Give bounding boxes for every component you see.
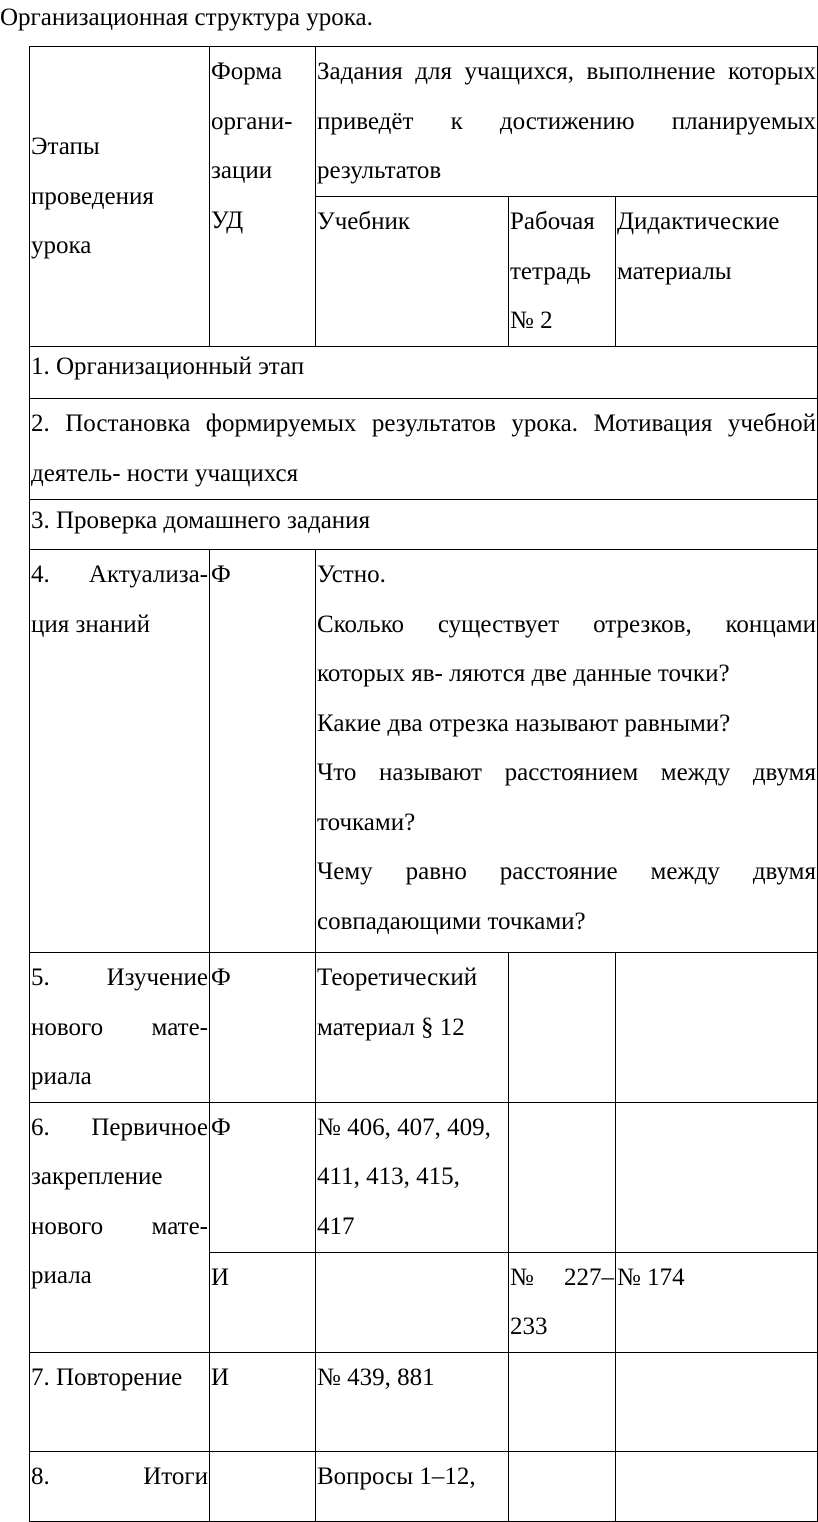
stage-6: 6. Первичное закрепление нового мате- риала [30,1102,210,1352]
header-tasks: Задания для учащихся, выполнение которых приведёт к достижению планируемых результатов [316,47,818,197]
table-row [30,1451,818,1521]
stage-6-didactic-b: № 174 [616,1252,818,1352]
stage-7-textbook: № 439, 881 [316,1352,509,1451]
stage-5-form: Ф [210,953,316,1103]
header-stages: Этапы проведения урока [30,47,210,347]
header-textbook: Учебник [316,197,509,347]
stage-5-workbook [509,953,616,1103]
stage-8-workbook [509,1451,616,1521]
stage-5-didactic [616,953,818,1103]
stage-7-workbook [509,1352,616,1451]
table-row [30,953,818,1103]
stage-1: 1. Организационный этап [30,347,818,399]
stage-8-form [210,1451,316,1521]
stage-4-form: Ф [210,550,316,953]
header-didactic: Дидактические материалы [616,197,818,347]
stage-6-workbook-b: № 227–233 [509,1252,616,1352]
stage-4-tasks: Устно. Сколько существует отрезков, концами которых яв- ляются две данные точки? Какие два отрезка называют равными? Что называют расстоянием между двумя точками? Чему равно расстояние между двумя совпадающими точками? [316,550,818,953]
stage-8: 8. Итоги [30,1451,210,1521]
table-row [30,500,818,550]
stage-2: 2. Постановка формируемых результатов урока. Мотивация учебной деятель- ности учащихся [30,399,818,500]
lesson-structure-table [29,46,818,1522]
table-row [30,347,818,399]
header-form: Форма органи- зации УД [210,47,316,347]
table-row [30,550,818,953]
stage-8-didactic [616,1451,818,1521]
stage-7-form: И [210,1352,316,1451]
stage-5-textbook: Теоретический материал § 12 [316,953,509,1103]
table-row [30,1102,818,1252]
table-row [30,1352,818,1451]
stage-8-textbook: Вопросы 1–12, [316,1451,509,1521]
stage-7: 7. Повторение [30,1352,210,1451]
table-header-row [30,47,818,197]
stage-5: 5. Изучение нового мате- риала [30,953,210,1103]
table-row [30,399,818,500]
stage-3: 3. Проверка домашнего задания [30,500,818,550]
stage-6-workbook-a [509,1102,616,1252]
stage-6-textbook-a: № 406, 407, 409, 411, 413, 415, 417 [316,1102,509,1252]
stage-4: 4. Актуализа- ция знаний [30,550,210,953]
stage-6-textbook-b [316,1252,509,1352]
stage-7-didactic [616,1352,818,1451]
stage-6-didactic-a [616,1102,818,1252]
header-workbook: Рабочая тетрадь № 2 [509,197,616,347]
stage-6-form-b: И [210,1252,316,1352]
stage-6-form-a: Ф [210,1102,316,1252]
page-title: Организационная структура урока. [0,4,373,31]
